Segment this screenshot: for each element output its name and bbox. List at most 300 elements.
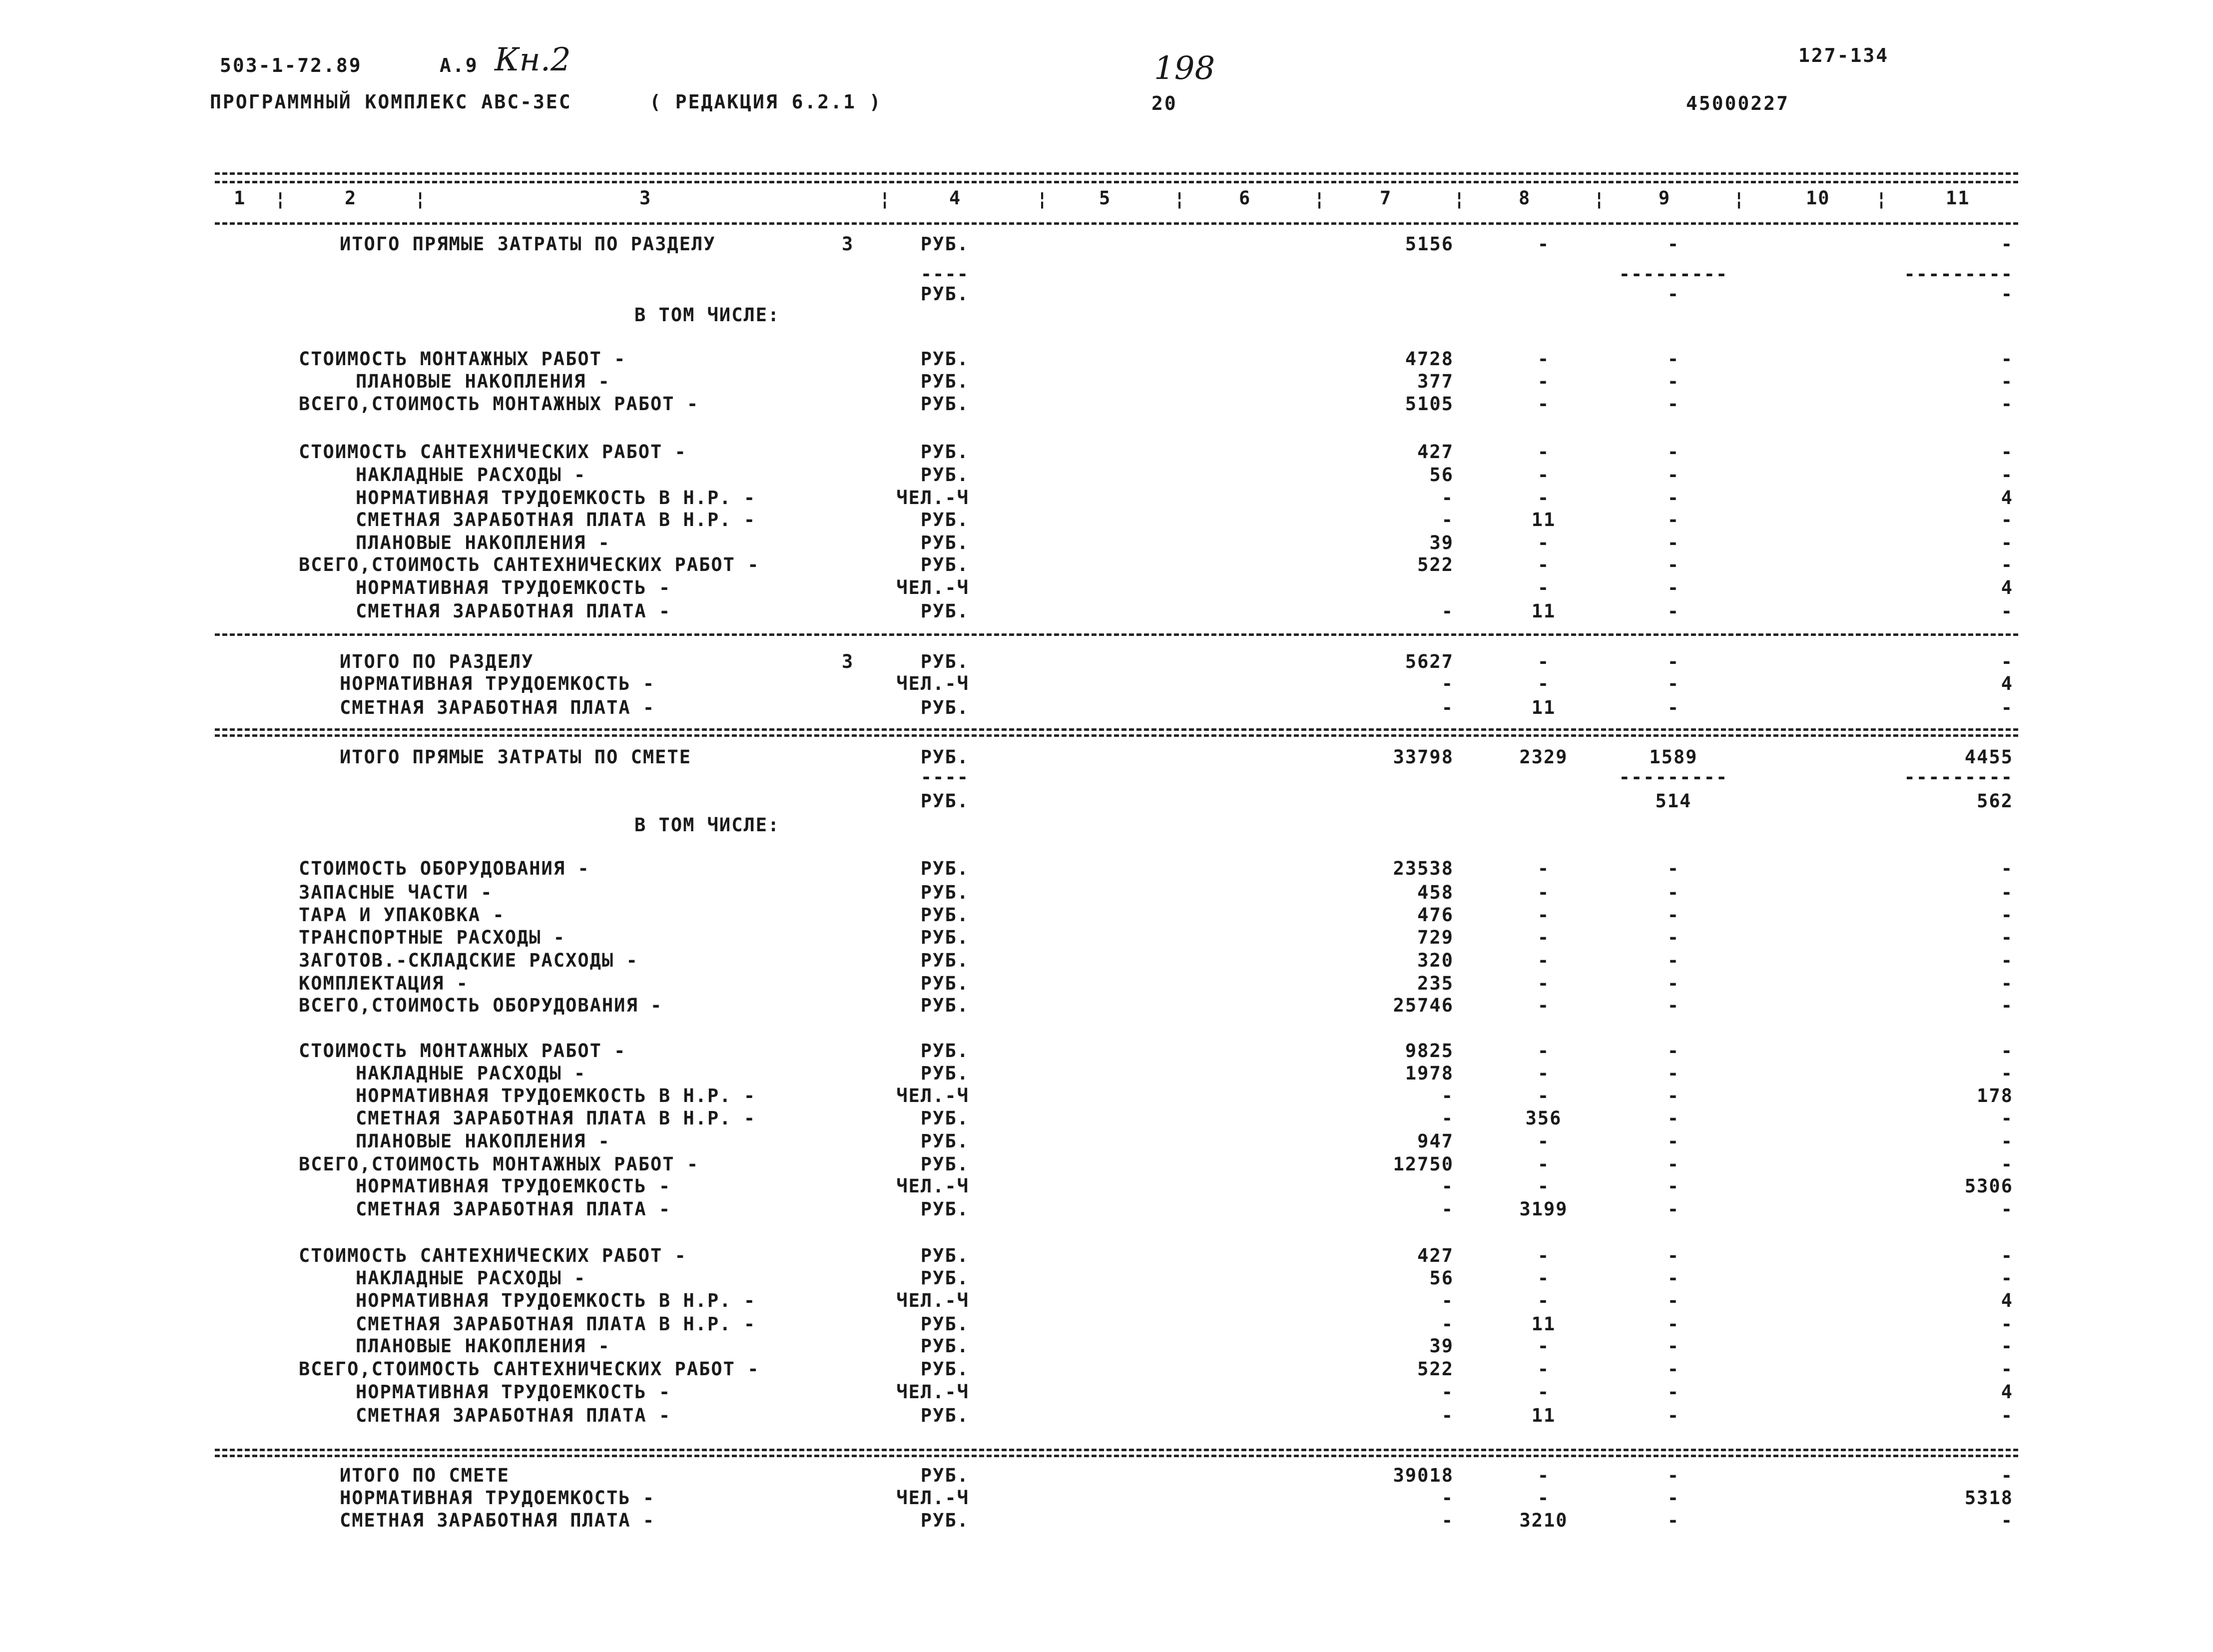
- section-rule: [215, 633, 2018, 636]
- row-unit: РУБ.: [920, 1267, 969, 1289]
- row-label: НАКЛАДНЫЕ РАСХОДЫ -: [356, 1063, 586, 1084]
- row-label: ВСЕГО,СТОИМОСТЬ МОНТАЖНЫХ РАБОТ -: [299, 1153, 699, 1175]
- cell-col7: -: [1441, 600, 1454, 622]
- row-unit: РУБ.: [920, 1130, 969, 1152]
- cell-col11: 4: [2001, 1381, 2013, 1403]
- row-unit: РУБ.: [920, 393, 969, 415]
- cell-col11: -: [2001, 1465, 2013, 1486]
- cell-col9: -: [1667, 1335, 1680, 1357]
- cell-col7: -: [1441, 1290, 1454, 1311]
- cell-col8: -: [1537, 1267, 1550, 1289]
- cell-col11: -: [2001, 509, 2013, 531]
- cell-col7: -: [1441, 1313, 1454, 1335]
- cell-col11: -: [2001, 1130, 2013, 1152]
- cell-col7: -: [1441, 1510, 1454, 1531]
- cell-col8: -: [1537, 1381, 1550, 1403]
- section-rule: [215, 734, 2018, 737]
- cell-col7: 427: [1417, 441, 1454, 463]
- cell-col9: -: [1667, 1313, 1680, 1335]
- cell-col9: -: [1667, 233, 1680, 255]
- row-unit: РУБ.: [920, 233, 969, 255]
- cell-col11: 5306: [1964, 1175, 2013, 1197]
- column-header-4: 4: [949, 187, 962, 209]
- column-header-2: 2: [345, 187, 357, 209]
- cell-col8: -: [1537, 233, 1550, 255]
- row-unit: РУБ.: [920, 509, 969, 531]
- row-unit: РУБ.: [920, 464, 969, 486]
- row-label: ТАРА И УПАКОВКА -: [299, 904, 505, 926]
- row-label: СМЕТНАЯ ЗАРАБОТНАЯ ПЛАТА -: [356, 1405, 671, 1426]
- cell-col7: -: [1441, 509, 1454, 531]
- row-unit: ----: [920, 263, 969, 285]
- row-label: ВСЕГО,СТОИМОСТЬ САНТЕХНИЧЕСКИХ РАБОТ -: [299, 554, 760, 575]
- row-unit: РУБ.: [920, 348, 969, 370]
- table-top-rule-2: [215, 181, 2018, 183]
- cell-col11: 178: [1977, 1085, 2013, 1106]
- column-header-9: 9: [1659, 187, 1671, 209]
- cell-col8: -: [1537, 882, 1550, 903]
- row-unit: ЧЕЛ.-Ч: [896, 1381, 969, 1403]
- cell-col9: -: [1667, 371, 1680, 392]
- cell-col9: -: [1667, 882, 1680, 903]
- cell-col11: -: [2001, 950, 2013, 971]
- row-label: ИТОГО ПО РАЗДЕЛУ: [340, 651, 534, 672]
- row-unit: РУБ.: [920, 600, 969, 622]
- cell-col8: -: [1537, 1063, 1550, 1084]
- page-number: 20: [1151, 92, 1177, 114]
- row-unit: РУБ.: [920, 697, 969, 718]
- cell-col7: -: [1441, 1175, 1454, 1197]
- row-label: НОРМАТИВНАЯ ТРУДОЕМКОСТЬ -: [356, 1381, 671, 1403]
- cell-col8: -: [1537, 554, 1550, 575]
- cell-col11: ---------: [1904, 766, 2013, 788]
- cell-col11: -: [2001, 441, 2013, 463]
- cell-col9: -: [1667, 1040, 1680, 1062]
- cell-col7: 33798: [1393, 746, 1454, 768]
- row-label: НОРМАТИВНАЯ ТРУДОЕМКОСТЬ -: [340, 673, 655, 694]
- column-header-11: 11: [1946, 187, 1970, 209]
- row-unit: РУБ.: [920, 995, 969, 1016]
- column-separator: ¦: [275, 188, 287, 210]
- cell-col7: -: [1441, 487, 1454, 509]
- cell-col7: 1978: [1405, 1063, 1454, 1084]
- cell-col8: -: [1537, 1465, 1550, 1486]
- cell-col9: -: [1667, 1465, 1680, 1486]
- cell-col8: -: [1537, 464, 1550, 486]
- cell-col9: 514: [1655, 790, 1692, 812]
- cell-col7: -: [1441, 1085, 1454, 1106]
- cell-col9: -: [1667, 1487, 1680, 1509]
- cell-col9: -: [1667, 577, 1680, 598]
- cell-col9: -: [1667, 441, 1680, 463]
- cell-col8: -: [1537, 532, 1550, 553]
- row-unit: ЧЕЛ.-Ч: [896, 1290, 969, 1311]
- cell-col7: 9825: [1405, 1040, 1454, 1062]
- cell-col9: -: [1667, 1063, 1680, 1084]
- cell-col8: -: [1537, 1245, 1550, 1266]
- cell-col8: -: [1537, 393, 1550, 415]
- row-label: НОРМАТИВНАЯ ТРУДОЕМКОСТЬ -: [356, 577, 671, 598]
- cell-col7: -: [1441, 1487, 1454, 1509]
- row-label: КОМПЛЕКТАЦИЯ -: [299, 973, 469, 994]
- cell-col9: ---------: [1619, 263, 1728, 285]
- row-unit: РУБ.: [920, 1465, 969, 1486]
- cell-col7: -: [1441, 1198, 1454, 1220]
- row-label: СМЕТНАЯ ЗАРАБОТНАЯ ПЛАТА В Н.Р. -: [356, 1107, 756, 1129]
- row-label: В ТОМ ЧИСЛЕ:: [634, 814, 780, 836]
- cell-col11: -: [2001, 1335, 2013, 1357]
- column-header-8: 8: [1519, 187, 1531, 209]
- cell-col11: 4: [2001, 673, 2013, 694]
- cell-col7: -: [1441, 1405, 1454, 1426]
- row-label: ИТОГО ПО СМЕТЕ: [340, 1465, 510, 1486]
- row-unit: РУБ.: [920, 1335, 969, 1357]
- cell-col8: 11: [1531, 697, 1556, 718]
- cell-col8: -: [1537, 371, 1550, 392]
- row-label: НАКЛАДНЫЕ РАСХОДЫ -: [356, 1267, 586, 1289]
- cell-col9: -: [1667, 927, 1680, 948]
- cell-col7: 39018: [1393, 1465, 1454, 1486]
- row-label: ПЛАНОВЫЕ НАКОПЛЕНИЯ -: [356, 1130, 610, 1152]
- row-unit: ----: [920, 766, 969, 788]
- cell-col7: 25746: [1393, 995, 1454, 1016]
- row-label: ПЛАНОВЫЕ НАКОПЛЕНИЯ -: [356, 532, 610, 553]
- row-unit: РУБ.: [920, 441, 969, 463]
- cell-col9: -: [1667, 464, 1680, 486]
- project-code: 503-1-72.89: [220, 54, 362, 76]
- cell-col7: -: [1441, 673, 1454, 694]
- cell-col9: -: [1667, 600, 1680, 622]
- cell-col9: -: [1667, 697, 1680, 718]
- section-rule: [215, 1449, 2018, 1451]
- row-label: СМЕТНАЯ ЗАРАБОТНАЯ ПЛАТА -: [340, 1510, 655, 1531]
- cell-col9: -: [1667, 1381, 1680, 1403]
- cell-col8: -: [1537, 858, 1550, 879]
- row-unit: РУБ.: [920, 554, 969, 575]
- cell-col7: 476: [1417, 904, 1454, 926]
- cell-col9: -: [1667, 1107, 1680, 1129]
- cell-col9: -: [1667, 1358, 1680, 1380]
- column-header-1: 1: [234, 187, 246, 209]
- cell-col8: -: [1537, 1487, 1550, 1509]
- album-label: А.9: [440, 54, 479, 76]
- cell-col8: -: [1537, 904, 1550, 926]
- sheet-range: 127-134: [1798, 44, 1889, 66]
- cell-col8: -: [1537, 348, 1550, 370]
- cell-col11: -: [2001, 393, 2013, 415]
- row-unit: РУБ.: [920, 1245, 969, 1266]
- row-unit: РУБ.: [920, 1063, 969, 1084]
- cell-col11: -: [2001, 1510, 2013, 1531]
- column-separator: ¦: [1314, 188, 1326, 210]
- cell-col7: 5627: [1405, 651, 1454, 672]
- row-unit: РУБ.: [920, 973, 969, 994]
- cell-col7: 5105: [1405, 393, 1454, 415]
- cell-col9: 1589: [1649, 746, 1698, 768]
- cell-col9: -: [1667, 950, 1680, 971]
- table-header-rule: [215, 222, 2018, 225]
- cell-col11: -: [2001, 371, 2013, 392]
- cell-col7: 729: [1417, 927, 1454, 948]
- cell-col9: -: [1667, 1405, 1680, 1426]
- row-label: СМЕТНАЯ ЗАРАБОТНАЯ ПЛАТА -: [356, 1198, 671, 1220]
- row-unit: ЧЕЛ.-Ч: [896, 673, 969, 694]
- cell-col8: 2329: [1519, 746, 1568, 768]
- row-label: ЗАПАСНЫЕ ЧАСТИ -: [299, 882, 493, 903]
- row-unit: РУБ.: [920, 1198, 969, 1220]
- cell-col9: -: [1667, 348, 1680, 370]
- cell-col8: -: [1537, 973, 1550, 994]
- cell-col11: -: [2001, 973, 2013, 994]
- row-label: ИТОГО ПРЯМЫЕ ЗАТРАТЫ ПО РАЗДЕЛУ: [340, 233, 716, 255]
- cell-col11: -: [2001, 1358, 2013, 1380]
- cell-col8: -: [1537, 927, 1550, 948]
- program-title: ПРОГРАММНЫЙ КОМПЛЕКС АВС-3ЕС: [210, 91, 572, 113]
- cell-col11: -: [2001, 464, 2013, 486]
- cell-col7: 320: [1417, 950, 1454, 971]
- cell-col9: -: [1667, 1267, 1680, 1289]
- cell-col11: ---------: [1904, 263, 2013, 285]
- cell-col7: 947: [1417, 1130, 1454, 1152]
- cell-col7: 522: [1417, 1358, 1454, 1380]
- column-header-3: 3: [639, 187, 652, 209]
- cell-col7: 5156: [1405, 233, 1454, 255]
- cell-col9: -: [1667, 1290, 1680, 1311]
- cell-col11: 562: [1977, 790, 2013, 812]
- cell-col9: -: [1667, 1153, 1680, 1175]
- cell-col7: 12750: [1393, 1153, 1454, 1175]
- cell-col11: -: [2001, 532, 2013, 553]
- row-unit: РУБ.: [920, 858, 969, 879]
- cell-col11: 4: [2001, 487, 2013, 509]
- row-unit: РУБ.: [920, 1510, 969, 1531]
- row-label: ТРАНСПОРТНЫЕ РАСХОДЫ -: [299, 927, 566, 948]
- cell-col7: -: [1441, 1107, 1454, 1129]
- cell-col9: -: [1667, 393, 1680, 415]
- cell-col8: -: [1537, 441, 1550, 463]
- row-label: НОРМАТИВНАЯ ТРУДОЕМКОСТЬ -: [340, 1487, 655, 1509]
- row-label: ПЛАНОВЫЕ НАКОПЛЕНИЯ -: [356, 1335, 610, 1357]
- row-unit: РУБ.: [920, 283, 969, 305]
- cell-col7: 39: [1429, 532, 1454, 553]
- row-unit: РУБ.: [920, 1405, 969, 1426]
- cell-col9: -: [1667, 1510, 1680, 1531]
- cell-col8: 11: [1531, 1405, 1556, 1426]
- cell-col8: 3210: [1519, 1510, 1568, 1531]
- row-unit: РУБ.: [920, 950, 969, 971]
- cell-col11: -: [2001, 651, 2013, 672]
- cell-col7: 427: [1417, 1245, 1454, 1266]
- column-separator: ¦: [879, 188, 892, 210]
- row-label: СТОИМОСТЬ ОБОРУДОВАНИЯ -: [299, 858, 590, 879]
- row-label: ВСЕГО,СТОИМОСТЬ ОБОРУДОВАНИЯ -: [299, 995, 663, 1016]
- cell-col7: 23538: [1393, 858, 1454, 879]
- column-header-10: 10: [1806, 187, 1830, 209]
- cell-col11: 4: [2001, 1290, 2013, 1311]
- row-label: НОРМАТИВНАЯ ТРУДОЕМКОСТЬ В Н.Р. -: [356, 1290, 756, 1311]
- row-label: СМЕТНАЯ ЗАРАБОТНАЯ ПЛАТА В Н.Р. -: [356, 509, 756, 531]
- cell-col11: -: [2001, 1267, 2013, 1289]
- cell-col8: 11: [1531, 1313, 1556, 1335]
- cell-col8: -: [1537, 487, 1550, 509]
- row-label: ВСЕГО,СТОИМОСТЬ МОНТАЖНЫХ РАБОТ -: [299, 393, 699, 415]
- row-label: НОРМАТИВНАЯ ТРУДОЕМКОСТЬ -: [356, 1175, 671, 1197]
- cell-col9: ---------: [1619, 766, 1728, 788]
- table-top-rule: [215, 172, 2018, 175]
- row-label: ВСЕГО,СТОИМОСТЬ САНТЕХНИЧЕСКИХ РАБОТ -: [299, 1358, 760, 1380]
- cell-col9: -: [1667, 995, 1680, 1016]
- cell-col9: -: [1667, 973, 1680, 994]
- cell-col11: 4455: [1964, 746, 2013, 768]
- row-unit: РУБ.: [920, 651, 969, 672]
- row-unit: ЧЕЛ.-Ч: [896, 1085, 969, 1106]
- cell-col11: -: [2001, 995, 2013, 1016]
- cell-col8: -: [1537, 950, 1550, 971]
- cell-col11: -: [2001, 1153, 2013, 1175]
- row-unit: РУБ.: [920, 1313, 969, 1335]
- cell-col11: -: [2001, 927, 2013, 948]
- cell-col7: 56: [1429, 1267, 1454, 1289]
- row-unit: РУБ.: [920, 1153, 969, 1175]
- row-label: СТОИМОСТЬ МОНТАЖНЫХ РАБОТ -: [299, 1040, 626, 1062]
- row-label: НОРМАТИВНАЯ ТРУДОЕМКОСТЬ В Н.Р. -: [356, 1085, 756, 1106]
- cell-col9: -: [1667, 1175, 1680, 1197]
- cell-col7: -: [1441, 1381, 1454, 1403]
- cell-col9: -: [1667, 858, 1680, 879]
- cell-col8: -: [1537, 1153, 1550, 1175]
- cell-col7: 39: [1429, 1335, 1454, 1357]
- row-unit: РУБ.: [920, 882, 969, 903]
- row-unit: ЧЕЛ.-Ч: [896, 577, 969, 598]
- cell-col9: -: [1667, 532, 1680, 553]
- cell-col9: -: [1667, 673, 1680, 694]
- row-unit: ЧЕЛ.-Ч: [896, 487, 969, 509]
- cell-col7: 56: [1429, 464, 1454, 486]
- cell-col11: -: [2001, 904, 2013, 926]
- cell-col11: -: [2001, 1040, 2013, 1062]
- row-unit: РУБ.: [920, 790, 969, 812]
- cell-col11: -: [2001, 1245, 2013, 1266]
- cell-col9: -: [1667, 509, 1680, 531]
- cell-col7: -: [1441, 697, 1454, 718]
- cell-col8: -: [1537, 651, 1550, 672]
- cell-col11: 5318: [1964, 1487, 2013, 1509]
- row-label: В ТОМ ЧИСЛЕ:: [634, 304, 780, 326]
- column-separator: ¦: [1037, 188, 1049, 210]
- row-label: СТОИМОСТЬ МОНТАЖНЫХ РАБОТ -: [299, 348, 626, 370]
- cell-col8: -: [1537, 995, 1550, 1016]
- document-number: 45000227: [1686, 92, 1790, 114]
- cell-col9: -: [1667, 1245, 1680, 1266]
- cell-col7: 377: [1417, 371, 1454, 392]
- cell-col9: -: [1667, 1130, 1680, 1152]
- cell-col11: -: [2001, 600, 2013, 622]
- cell-col11: -: [2001, 1313, 2013, 1335]
- cell-col11: -: [2001, 1107, 2013, 1129]
- cell-col8: 3199: [1519, 1198, 1568, 1220]
- column-header-6: 6: [1239, 187, 1251, 209]
- row-label: СМЕТНАЯ ЗАРАБОТНАЯ ПЛАТА -: [340, 697, 655, 718]
- column-header-5: 5: [1099, 187, 1111, 209]
- cell-col9: -: [1667, 283, 1680, 305]
- cell-col11: -: [2001, 554, 2013, 575]
- cell-col11: -: [2001, 233, 2013, 255]
- row-unit: ЧЕЛ.-Ч: [896, 1175, 969, 1197]
- cell-col8: 11: [1531, 509, 1556, 531]
- row-label: СМЕТНАЯ ЗАРАБОТНАЯ ПЛАТА -: [356, 600, 671, 622]
- cell-col7: 458: [1417, 882, 1454, 903]
- cell-col7: 522: [1417, 554, 1454, 575]
- handwritten-book-number: Кн.2: [495, 41, 571, 78]
- cell-col8: -: [1537, 1040, 1550, 1062]
- row-label: НАКЛАДНЫЕ РАСХОДЫ -: [356, 464, 586, 486]
- cell-col11: 4: [2001, 577, 2013, 598]
- cell-col8: -: [1537, 1085, 1550, 1106]
- cell-col11: -: [2001, 283, 2013, 305]
- cell-col8: -: [1537, 1335, 1550, 1357]
- section-number: 3: [842, 651, 854, 672]
- row-unit: РУБ.: [920, 371, 969, 392]
- row-label: СМЕТНАЯ ЗАРАБОТНАЯ ПЛАТА В Н.Р. -: [356, 1313, 756, 1335]
- row-unit: РУБ.: [920, 927, 969, 948]
- edition-label: ( РЕДАКЦИЯ 6.2.1 ): [649, 91, 882, 113]
- column-separator: ¦: [1174, 188, 1186, 210]
- cell-col9: -: [1667, 1198, 1680, 1220]
- section-rule: [215, 728, 2018, 731]
- cell-col9: -: [1667, 651, 1680, 672]
- cell-col11: -: [2001, 858, 2013, 879]
- row-label: НОРМАТИВНАЯ ТРУДОЕМКОСТЬ В Н.Р. -: [356, 487, 756, 509]
- column-separator: ¦: [1876, 188, 1888, 210]
- row-unit: ЧЕЛ.-Ч: [896, 1487, 969, 1509]
- cell-col8: -: [1537, 1358, 1550, 1380]
- column-separator: ¦: [1454, 188, 1466, 210]
- cell-col9: -: [1667, 1085, 1680, 1106]
- cell-col8: -: [1537, 577, 1550, 598]
- cell-col11: -: [2001, 1198, 2013, 1220]
- cell-col8: 11: [1531, 600, 1556, 622]
- row-label: СТОИМОСТЬ САНТЕХНИЧЕСКИХ РАБОТ -: [299, 1245, 687, 1266]
- section-rule: [215, 1455, 2018, 1457]
- row-unit: РУБ.: [920, 904, 969, 926]
- row-label: ПЛАНОВЫЕ НАКОПЛЕНИЯ -: [356, 371, 610, 392]
- cell-col11: -: [2001, 882, 2013, 903]
- column-separator: ¦: [1733, 188, 1746, 210]
- handwritten-page-number: 198: [1154, 50, 1215, 87]
- cell-col7: 235: [1417, 973, 1454, 994]
- row-label: ЗАГОТОВ.-СКЛАДСКИЕ РАСХОДЫ -: [299, 950, 638, 971]
- cell-col7: 4728: [1405, 348, 1454, 370]
- cell-col8: -: [1537, 1175, 1550, 1197]
- cell-col9: -: [1667, 487, 1680, 509]
- cell-col11: -: [2001, 1405, 2013, 1426]
- cell-col8: 356: [1525, 1107, 1562, 1129]
- row-label: ИТОГО ПРЯМЫЕ ЗАТРАТЫ ПО СМЕТЕ: [340, 746, 692, 768]
- cell-col8: -: [1537, 1130, 1550, 1152]
- row-unit: РУБ.: [920, 746, 969, 768]
- row-unit: РУБ.: [920, 532, 969, 553]
- cell-col11: -: [2001, 697, 2013, 718]
- section-number: 3: [842, 233, 854, 255]
- column-separator: ¦: [1594, 188, 1606, 210]
- row-unit: РУБ.: [920, 1358, 969, 1380]
- cell-col11: -: [2001, 1063, 2013, 1084]
- cell-col8: -: [1537, 673, 1550, 694]
- row-unit: РУБ.: [920, 1040, 969, 1062]
- row-unit: РУБ.: [920, 1107, 969, 1129]
- row-label: СТОИМОСТЬ САНТЕХНИЧЕСКИХ РАБОТ -: [299, 441, 687, 463]
- cell-col11: -: [2001, 348, 2013, 370]
